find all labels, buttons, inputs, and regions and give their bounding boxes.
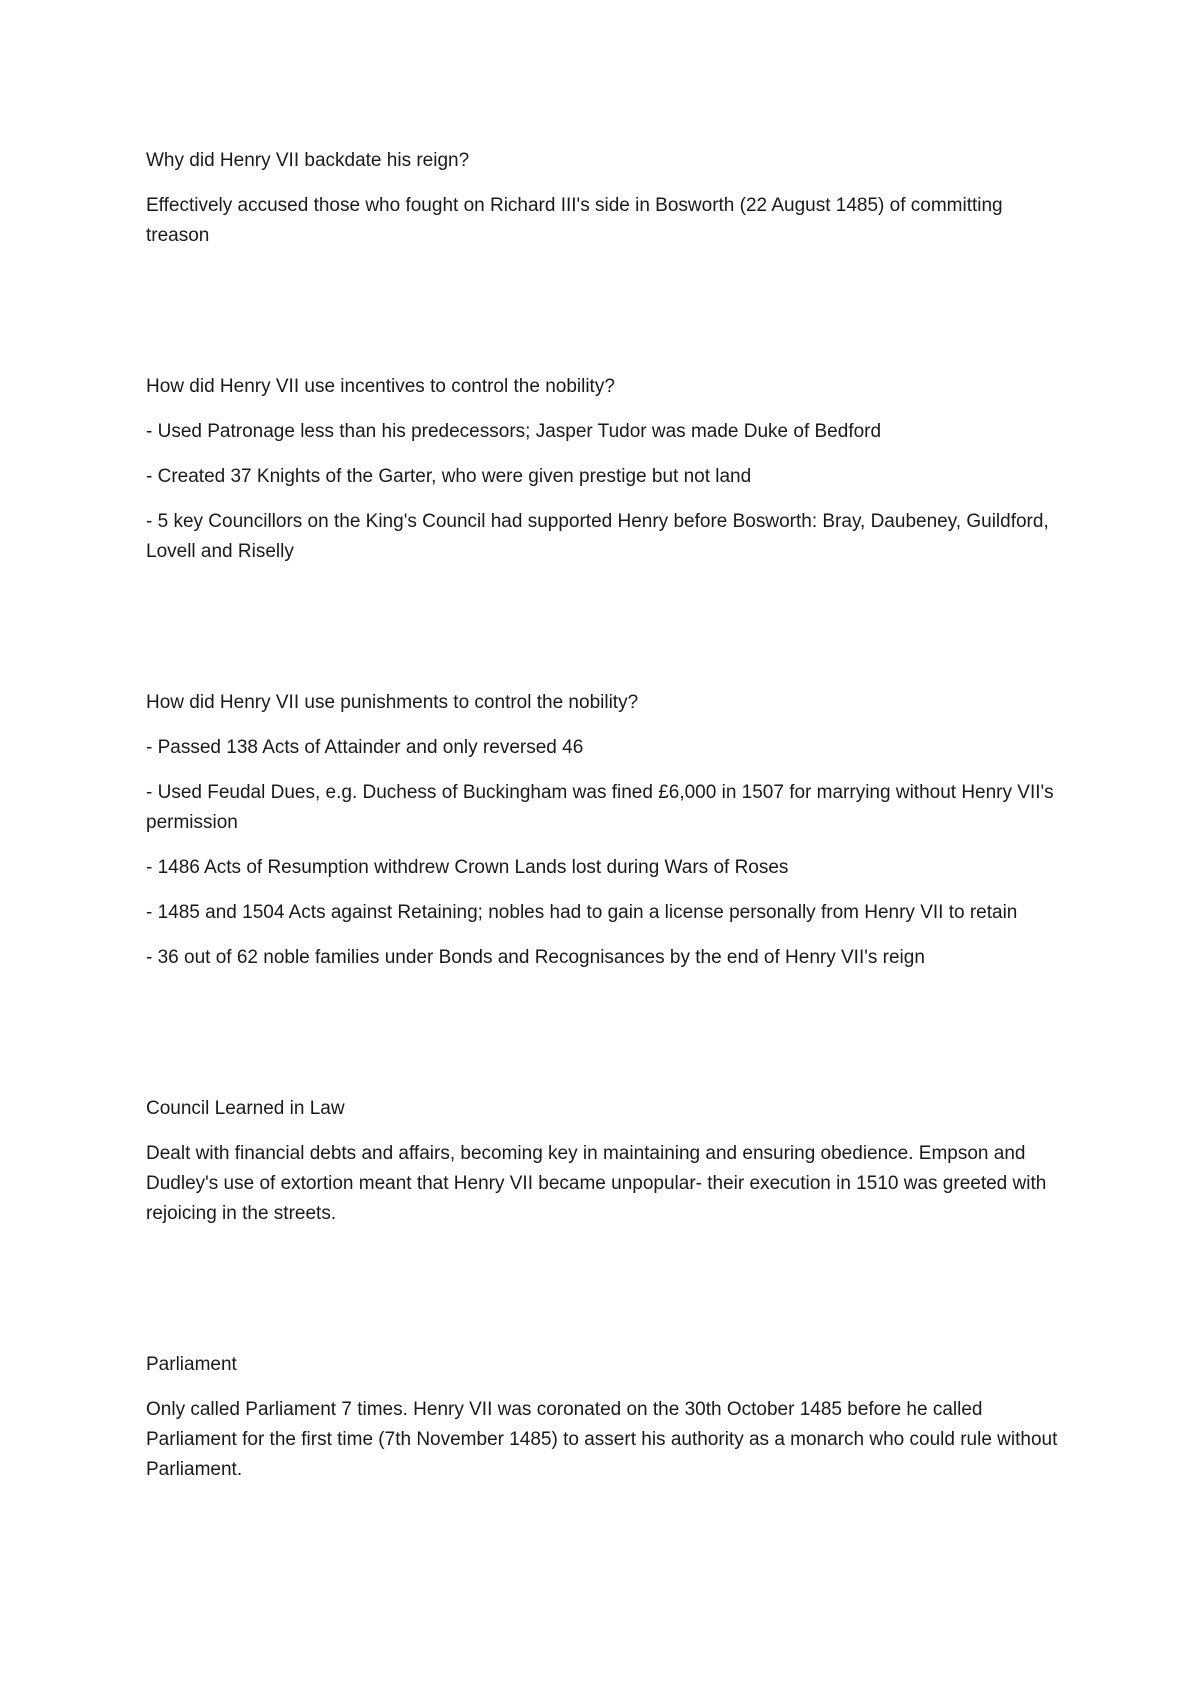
- section-council-learned: [146, 1094, 1066, 1229]
- section-backdate-reign: [146, 146, 1066, 251]
- section-heading: How did Henry VII use incentives to control the nobility?: [146, 376, 615, 397]
- spacer: [146, 582, 1066, 688]
- paragraph: Only called Parliament 7 times. Henry VII was coronated on the 30th October 1485 before he called Parliament for the first time (7th November 1485) to assert his authority as a monarch who could rule without Parliament.: [146, 1399, 1058, 1480]
- spacer: [146, 266, 1066, 372]
- bullet-line: - 5 key Councillors on the King's Council had supported Henry before Bosworth: Bray, Daubeney, Guildford, Lovell and Riselly: [146, 511, 1049, 562]
- section-punishments: [146, 688, 1066, 973]
- section-parliament: [146, 1350, 1066, 1485]
- section-heading: Council Learned in Law: [146, 1098, 345, 1119]
- document-body: [146, 146, 1066, 1500]
- bullet-line: - Passed 138 Acts of Attainder and only reversed 46: [146, 737, 584, 758]
- bullet-line: - 36 out of 62 noble families under Bonds and Recognisances by the end of Henry VII's reign: [146, 947, 925, 968]
- bullet-line: - Created 37 Knights of the Garter, who were given prestige but not land: [146, 466, 752, 487]
- section-heading: How did Henry VII use punishments to control the nobility?: [146, 692, 639, 713]
- paragraph: Effectively accused those who fought on Richard III's side in Bosworth (22 August 1485) of committing treason: [146, 195, 1003, 246]
- spacer: [146, 1244, 1066, 1350]
- section-incentives: [146, 372, 1066, 567]
- paragraph: Dealt with financial debts and affairs, becoming key in maintaining and ensuring obedience. Empson and Dudley's use of extortion meant that Henry VII became unpopular- their execution in 1510 was greeted with rejoicing in the streets.: [146, 1143, 1047, 1224]
- bullet-line: - Used Feudal Dues, e.g. Duchess of Buckingham was fined £6,000 in 1507 for marrying without Henry VII's permission: [146, 782, 1054, 833]
- section-heading: Parliament: [146, 1354, 237, 1375]
- bullet-line: - 1486 Acts of Resumption withdrew Crown Lands lost during Wars of Roses: [146, 857, 789, 878]
- bullet-line: - Used Patronage less than his predecessors; Jasper Tudor was made Duke of Bedford: [146, 421, 882, 442]
- bullet-line: - 1485 and 1504 Acts against Retaining; nobles had to gain a license personally from Henry VII to retain: [146, 902, 1018, 923]
- section-heading: Why did Henry VII backdate his reign?: [146, 150, 470, 171]
- spacer: [146, 988, 1066, 1094]
